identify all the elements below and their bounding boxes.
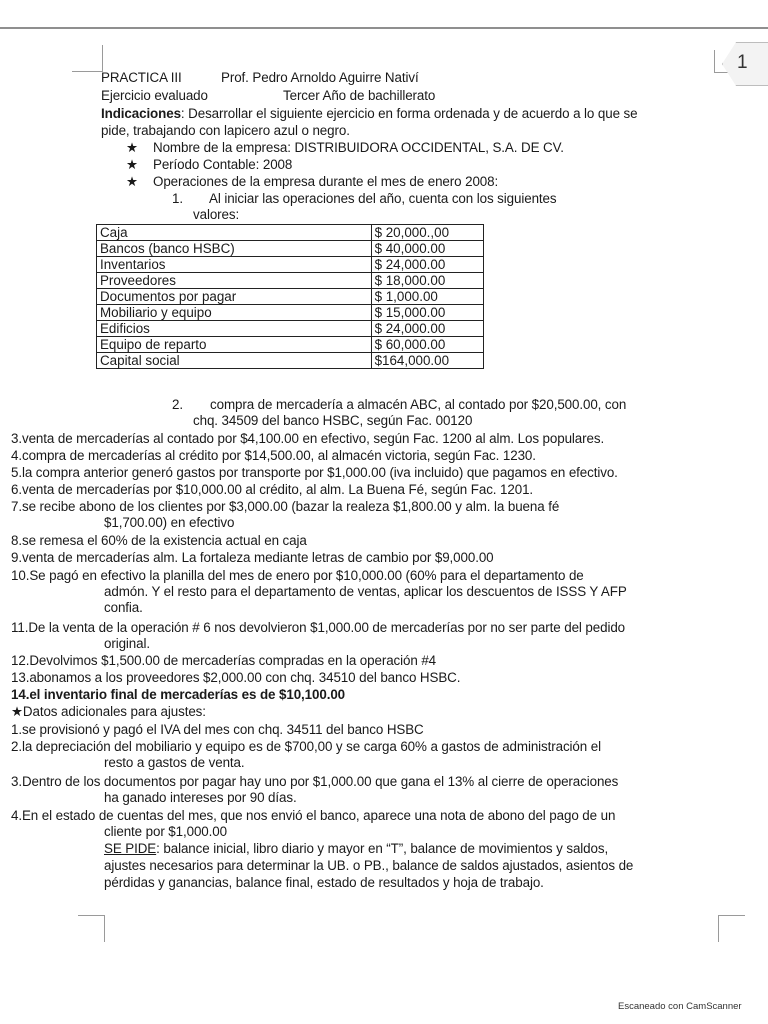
crop-mark-bottom-right	[718, 915, 745, 942]
instructions-label: Indicaciones	[101, 106, 181, 121]
bullet-period: ★ Período Contable: 2008	[126, 157, 293, 172]
account-row	[97, 225, 484, 241]
operation-line: 9.venta de mercaderías alm. La fortaleza mediante letras de cambio por $9,000.00	[11, 550, 494, 565]
account-value: $ 60,000.00	[371, 337, 483, 353]
account-value: $ 18,000.00	[371, 273, 483, 289]
op2-line-1: compra de mercadería a almacén ABC, al contado por $20,500.00, con	[210, 397, 627, 412]
professor-name: Prof. Pedro Arnoldo Aguirre Nativí	[221, 70, 419, 85]
account-row	[97, 305, 484, 321]
adjustment-line: 3.Dentro de los documentos por pagar hay uno por $1,000.00 que gana el 13% al cierre de operaciones	[11, 774, 619, 789]
top-scan-border	[0, 27, 768, 29]
adjustment-line: 2.la depreciación del mobiliario y equipo es de $700,00 y se carga 60% a gastos de administración el	[11, 739, 601, 754]
account-row	[97, 257, 484, 273]
operation-line: 8.se remesa el 60% de la existencia actual en caja	[11, 533, 307, 548]
operation-line: 6.venta de mercaderías por $10,000.00 al crédito, al alm. La Buena Fé, según Fac. 1201.	[11, 482, 534, 497]
account-row	[97, 273, 484, 289]
account-name: Mobiliario y equipo	[97, 305, 372, 321]
op1-number: 1.	[172, 191, 183, 206]
operation-line: 11.De la venta de la operación # 6 nos devolvieron $1,000.00 de mercaderías por no ser parte del pedido	[11, 620, 626, 635]
adjustment-line-cont: cliente por $1,000.00	[104, 824, 227, 839]
instructions-line-2: pide, trabajando con lapicero azul o negro.	[101, 123, 350, 138]
account-value: $ 40,000.00	[371, 241, 483, 257]
account-name: Inventarios	[97, 257, 372, 273]
operation-line: 10.Se pagó en efectivo la planilla del mes de enero por $10,000.00 (60% para el departamento de	[11, 568, 584, 583]
account-row	[97, 337, 484, 353]
account-value: $ 15,000.00	[371, 305, 483, 321]
operation-line: 13.abonamos a los proveedores $2,000.00 con chq. 34510 del banco HSBC.	[11, 670, 461, 685]
se-pide-label: SE PIDE	[104, 841, 157, 856]
operation-line: 5.la compra anterior generó gastos por transporte por $1,000.00 (iva incluido) que pagamos en efectivo.	[11, 465, 618, 480]
scanner-watermark: Escaneado con CamScanner	[618, 1001, 742, 1012]
adjustments-title: ★Datos adicionales para ajustes:	[11, 704, 206, 719]
account-value: $ 20,000.,00	[371, 225, 483, 241]
grade-level: Tercer Año de bachillerato	[283, 88, 436, 103]
account-name: Bancos (banco HSBC)	[97, 241, 372, 257]
account-name: Proveedores	[97, 273, 372, 289]
operation-line: 4.compra de mercaderías al crédito por $14,500.00, al almacén victoria, según Fac. 1230.	[11, 448, 536, 463]
initial-balances-table	[96, 224, 484, 369]
account-value: $164,000.00	[371, 353, 483, 369]
operation-line-cont: $1,700.00) en efectivo	[104, 515, 235, 530]
account-name: Documentos por pagar	[97, 289, 372, 305]
instructions-line-1	[101, 106, 638, 122]
op1-line-1: Al iniciar las operaciones del año, cuenta con los siguientes	[209, 191, 557, 206]
op2-number: 2.	[172, 397, 183, 412]
account-value: $ 1,000.00	[371, 289, 483, 305]
adjustment-line-cont: ha ganado intereses por 90 días.	[104, 790, 297, 805]
adjustment-line-cont: resto a gastos de venta.	[104, 755, 245, 770]
operation-line: 3.venta de mercaderías al contado por $4,100.00 en efectivo, según Fac. 1200 al alm. Los populares.	[11, 431, 605, 446]
bullet-company: ★ Nombre de la empresa: DISTRIBUIDORA OCCIDENTAL, S.A. DE CV.	[126, 140, 564, 155]
op2-line-2: chq. 34509 del banco HSBC, según Fac. 00120	[193, 413, 473, 428]
se-pide-line-3: pérdidas y ganancias, balance final, estado de resultados y hoja de trabajo.	[104, 875, 544, 890]
account-row	[97, 353, 484, 369]
crop-mark-top-left	[72, 45, 103, 72]
account-name: Edificios	[97, 321, 372, 337]
star-icon: ★	[126, 174, 138, 189]
adjustment-line: 4.En el estado de cuentas del mes, que nos envió el banco, aparece una nota de abono del pago de un	[11, 808, 616, 823]
practice-title: PRACTICA III	[101, 70, 182, 85]
star-icon: ★	[126, 157, 138, 172]
exercise-type: Ejercicio evaluado	[101, 88, 208, 103]
star-icon: ★	[126, 140, 138, 155]
crop-mark-bottom-left	[78, 915, 105, 942]
account-row	[97, 241, 484, 257]
bullet-operations: ★ Operaciones de la empresa durante el mes de enero 2008:	[126, 174, 499, 189]
op1-line-2: valores:	[193, 207, 240, 222]
account-value: $ 24,000.00	[371, 321, 483, 337]
account-name: Equipo de reparto	[97, 337, 372, 353]
page-number: 1	[737, 52, 748, 73]
account-value: $ 24,000.00	[371, 257, 483, 273]
account-row	[97, 321, 484, 337]
final-inventory-line: 14.el inventario final de mercaderías es de $10,100.00	[11, 687, 346, 702]
account-name: Capital social	[97, 353, 372, 369]
operation-line: 12.Devolvimos $1,500.00 de mercaderías compradas en la operación #4	[11, 653, 437, 668]
se-pide-line-1: SE PIDE: balance inicial, libro diario y mayor en “T”, balance de movimientos y saldos,	[104, 841, 609, 856]
account-name: Caja	[97, 225, 372, 241]
account-row	[97, 289, 484, 305]
operation-line: 7.se recibe abono de los clientes por $3,000.00 (bazar la realeza $1,800.00 y alm. la buena fé	[11, 499, 560, 514]
adjustment-line: 1.se provisionó y pagó el IVA del mes con chq. 34511 del banco HSBC	[11, 722, 424, 737]
operation-line-cont: original.	[104, 636, 150, 651]
operation-line-cont: confia.	[104, 600, 143, 615]
operation-line-cont: admón. Y el resto para el departamento de ventas, aplicar los descuentos de ISSS Y AFP	[104, 584, 627, 599]
instructions-text: : Desarrollar el siguiente ejercicio en forma ordenada y de acuerdo a lo que se	[180, 106, 638, 121]
se-pide-line-2: ajustes necesarios para determinar la UB. o PB., balance de saldos ajustados, asientos de	[104, 858, 634, 873]
